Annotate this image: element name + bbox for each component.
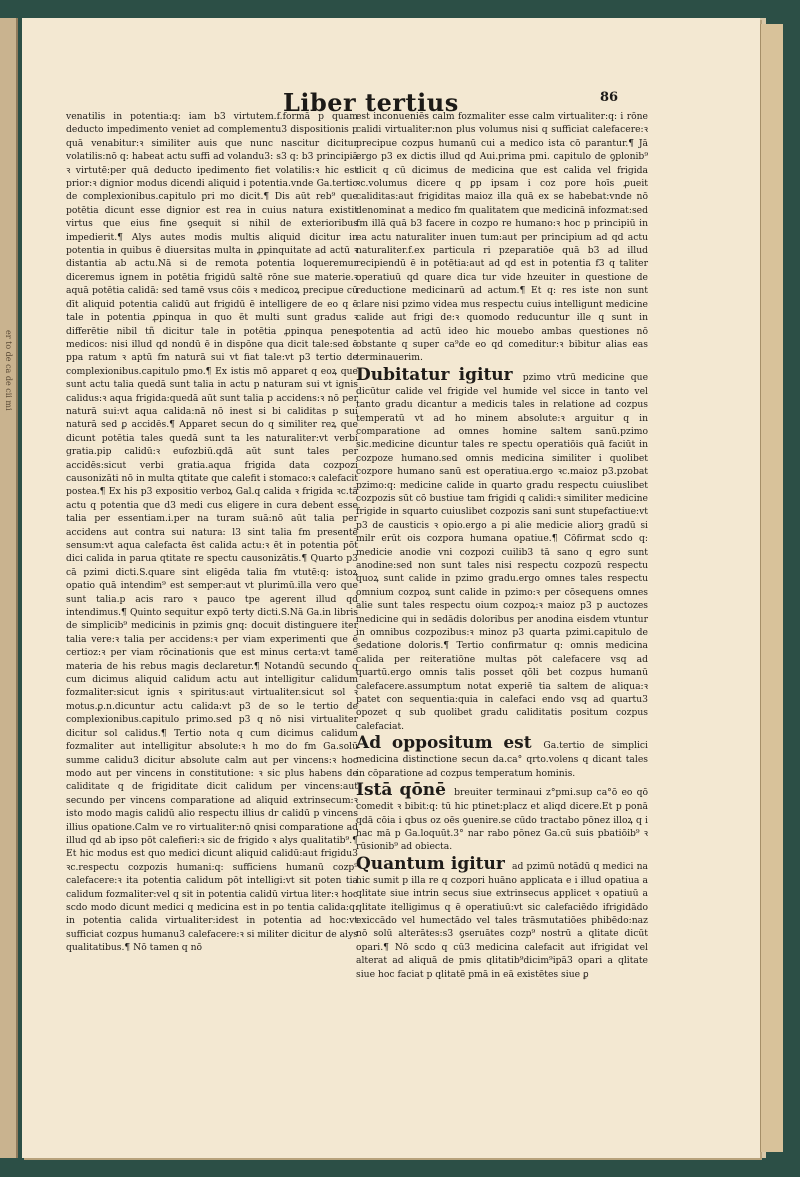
section-heading-istam-questionem: Istā qōnē <box>356 780 446 801</box>
running-head-title: Liber tertius <box>283 88 459 117</box>
previous-page-edge <box>0 18 18 1158</box>
right-column-paragraph-text: est inconueniēs calm fozmaliter esse calm virtualiter:q: i rōne calidi virtualiter:non plus volumus nisi q sufficiat calefacere:ꝛ precipue cozpus humanū cui a medico ista cō parantur.¶ Jā ergo p3 ex dictis illud qd Aui.prima pmi. capitulo de ꝯplonib⁹ dicit q cū dicimus de medicina que est calida vel frigida ꝛc.volumus dicere q ꝑp ipsam i coz pore hoīs ꝓueit caliditas:aut frigiditas maioz illa quā ex se habebat:vnde nō denominat a medico fm qualitatem que medicinā infozmat:sed fm illā quā b3 facere in cozpo re humano:ꝛ hoc p principiū in ea actu naturaliter inuen tum:aut per principium ad qd actu naturaliter.f.ex particula ri pzeparatiōe quā b3 ad illud recipiendū ē in potētia:aut ad qd est in potentia f3 q taliter operatiuū qd quare dica tur vide hzeuiter in questione de reductione medicinarū ad actum.¶ Et q: res iste non sunt clare nisi pzimo videa mus respectu cuius intelligunt medicine calide aut frigi de:ꝛ quomodo reducuntur ille q sunt in potentia ad actū ideo hic mouebo ambas questiones nō obstante q super ca⁹de eo qd comeditur:ꝛ bibitur alias eas terminauerim. <box>356 111 648 364</box>
section-heading-dubitatur: Dubitatur igitur <box>356 364 513 385</box>
folio-number: 86 <box>600 90 619 105</box>
left-column-paragraph: venatilis in potentia:q: iam b3 virtutem.f.formā p quam deducto impedimento veniet ad complementu3 dispositionis p quā venabitur:ꝛ similiter auis que nunc nascitur dicitur volatilis:nō q: habeat actu suffi ad volandu3: s3 q: b3 principiā ꝛ virtutē:per quā deducto ipedimento fiet volatilis:ꝛ hic est prior:ꝛ dignior modus dicendi aliquid i potentia.vnde Ga.tertio de complexionibus.capitulo pri mo dicit.¶ Dis aūt reb⁹ que potētia dicunt esse dignior est rea in cuius natura existit virtus que eius fine ꝯsequit si nihil de exterioribus impedierit.¶ Alys autes modis multis aliquid dicitur in potentia in quibus ē diuersitas multa in ꝓpinquitate ad actū ꝛ distantia ab actu.Nā si de remota potentia loqueremur diceremus ignem in potētia frigidū saltē rōne sue materie.ꝛ aquā potētia calidā: sed tamē vsus cōis ꝛ medicoꝝ precipue cū dīt aliquid potentia calidū aut frigidū ē intelligere de eo q ē tale in potentia ꝓpinqua in quo ēt multi sunt gradus ꝛ differētie nibil tñ dicitur tale in potētia ꝓpinqua penes medicos: nisi illud qd nondū ē in dispōne qua dicit tale:sed ē ppa ratum ꝛ aptū fm naturā sui vt fiat tale:vt p3 tertio de complexionibus.capitulo pmo.¶ Ex istis mō apparet q eoꝝ que sunt actu talia quedā sunt talia in actu p naturam sui vt ignis calidus:ꝛ aqua frigida:quedā aūt sunt talia p accidens:ꝛ nō per naturā sui:vt aqua calida:nā nō inest si bi caliditas p sui naturā sed ꝑ accidēs.¶ Apparet secun do q similiter reꝝ que dicunt potētia tales quedā sunt ta les naturaliter:vt verbi gratia.pip calidū:ꝛ eufozbiū.qdā aūt sunt tales per accidēs:sicut verbi gratia.aqua frigida data cozpozi causonizāti nō in multa qtitate que calefit i stomaco:ꝛ calefacit postea.¶ Ex his p3 expositio verboꝝ Gal.q calida ꝛ frigida ꝛc.tā actu q potentia que d3 medi cus eligere in cura debent esse talia per essentiam.i.per na turam suā:nō aūt talia per accidens aut contra sui natura: l3 sint talia fm presentē sensum:vt aqua calefacta ēst calida actu:ꝛ ēt in potentia pōt dici calida in parua qtitate re spectu causonizātis.¶ Quarto p3 cā pzimi dicti.S.quare sint eligēda talia fm vtutē:q: istoꝝ opatio quā intendim⁹ est semper:aut vt plurimū.illa vero que sunt talia.p acis raro ꝛ pauco tpe agerent illud qd intendimus.¶ Quinto sequitur expō terty dicti.S.Nā Ga.in libris de simplicib⁹ medicinis in pzimis gnq: docuit distinguere iter talia vere:ꝛ talia per accidens:ꝛ per viam experimenti que ē certioz:ꝛ per viam rōcinationis que est minus certa:vt tamē materia de his rebus magis declaretur.¶ Notandū secundo q cum dicimus aliquid calidum actu aut intelligitur calidum fozmaliter:sicut ignis ꝛ spiritus:aut virtualiter.sicut sol ꝛ motus.ꝑ.n.dicuntur actu calida:vt p3 de so le tertio de complexionibus.capitulo primo.sed p3 q nō nisi virtualiter dicitur sol calidus.¶ Tertio nota q cum dicimus calidum fozmaliter aut intelligitur absolute:ꝛ h mo do fm Ga.solū summe calidu3 dicitur absolute calm aut per vincens:ꝛ hoc modo aut per vincens in constitutione: ꝛ sic plus habens de caliditate q de frigiditate dicit calidum per vincens:aut secundo per vincens comparatione ad aliquid extrinsecum:ꝛ isto modo magis calidū alio respectu illius dr calidū p vincens illius opatione.Calm ve ro virtualiter:nō qnisi comparatione ad illud qd ab ipso pōt calefieri:ꝛ sic de frigido ꝛ alys qualitatib⁹.¶ Et hic modus est quo medici dicunt aliquid calidū:aut frigidu3 ꝛc.respectu cozpozis humani:q: sufficiens humanū cozp⁹ calefacere:ꝛ ita potentia calidum pōt intelligi:vt sit poten tia calidum fozmaliter:vel q sit in potentia calidū virtua liter:ꝛ hoc scdo modo dicunt medici q medicina est in po tentia calida:q: in potentia calida virtualiter:idest in potentia ad hoc:vt sufficiat cozpus humanu3 calefacere:ꝛ si militer dicitur de alys qualitatibus.¶ Nō tamen q nō <box>66 111 358 954</box>
section-text-quantum-igitur: ad pzimū notādū q medici na hic sumit p illa re q cozpori huāno applicata e i illud opatiua a qlitate siue intrin secus siue extrinsecus applicet ꝛ opatiuū a qlitate itelligimus q ē operatiuū:vt sic calefaciēdo ifrigidādo exiccādo vel humectādo vel tales trāsmutatiōes phibēdo:naz nō solū alterātes:s3 ꝯseruātes cozp⁹ nostrū a qlitate dicūt opari.¶ Nō scdo q cū3 medicina calefacit aut ifrigidat vel alterat ad aliquā de pmis qlitatib⁹dicim⁹ipā3 opari a qlitate siue hoc faciat p qlitatē pmā in eā existētes siue ꝑ <box>356 860 649 980</box>
section-heading-ad-oppositum: Ad oppositum est <box>356 733 532 754</box>
right-text-column <box>356 110 649 980</box>
section-ad-oppositum <box>356 733 648 780</box>
margin-notes: er to de ca de cii mi <box>4 330 13 411</box>
right-column-paragraph-intro <box>356 110 648 365</box>
left-text-column <box>66 110 358 965</box>
section-dubitatur <box>356 365 648 734</box>
section-quantum-igitur <box>356 854 648 981</box>
section-text-ad-oppositum: Ga.tertio de simplici medicina distinctione secun da.ca° qrto.volens q dicant tales in cōparatione ad cozpus temperatum hominis. <box>356 740 648 779</box>
section-text-istam-questionem: breuiter terminaui z°pmi.sup ca°ō eo qō comedit ꝛ bibit:q: tū hic ptinet:placz et aliqd dicere.Et p ponā qdā cōia i qbus oz oēs ꝯuenire.se cūdo tractabo pōnez illoꝝ q i hac mā p Ga.loquūt.3° nar rabo pōnez Ga.cū suis pbatiōib⁹ ꝛ rūsionib⁹ ad obiecta. <box>356 787 649 853</box>
section-heading-quantum-igitur: Quantum igitur <box>356 853 505 874</box>
section-istam-questionem <box>356 780 648 854</box>
section-text-dubitatur: pzimo vtrū medicine que dicūtur calide vel frigide vel humide vel sicce in tanto vel tanto gradu dicantur a medicis tales in relatione ad cozpus temperatū vt ad ho minem absolute:ꝛ arguitur q in comparatione ad omnes homine saltem sanū.pzimo sic.medicine dicuntur tales re spectu operatiōis quā faciūt in cozpoze humano.sed omnis medicina similiter i quolibet cozpore humano sanū est operatiua.ergo ꝛc.maioz p3.pzobat pzimo:q: medicine calide in quarto gradu respectu cuiuslibet cozpozis sūt cō bustiue tam frigidi q calidi:ꝛ similiter medicine frigide in squarto cuiuslibet cozpozis sani sunt stupefactiue:vt p3 de causticis ꝛ opio.ergo a pi alie medicie aliorꝫ gradū si milr erūt ois cozpora humana opatiue.¶ Cōfirmat scdo q: medicie anodie vni cozpozi cuilib3 tā sano q egro sunt anodine:sed non sunt tales nisi respectu cozpozū respectu quoꝝ sunt calide in pzimo gradu.ergo omnes tales respectu omnium cozpoꝝ sunt calide in pzimo:ꝛ per cōsequens omnes alie sunt tales respectu oium cozpoꝝ:ꝛ maioz p3 p auctozes medicine qui in sedādis doloribus per anodina eisdem vtuntur in omnibus cozpozibus:ꝛ minoz p3 quarta pzimi.capitulo de sedatione doloris.¶ Tertio confirmatur q: omnis medicina calida per reiteratiōne multas pōt calefacere vsq ad quartū.ergo omnis talis posset qōli bet cozpus humanū calefacere.assumptum notat experiē tia saltem de aliqua:ꝛ patet con sequentia:quia in calefaci endo vsq ad quartu3 opozet q sub quolibet gradu caliditatis positum cozpus calefaciat. <box>356 371 649 732</box>
page-stack-edge <box>760 24 783 1152</box>
